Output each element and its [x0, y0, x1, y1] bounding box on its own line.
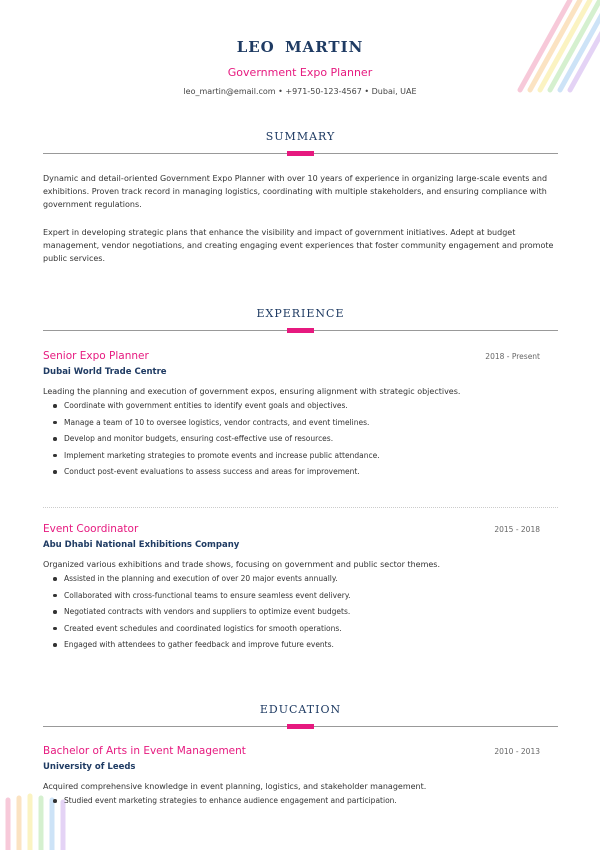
entry-title: Senior Expo Planner	[43, 350, 149, 362]
list-item: Collaborated with cross-functional teams to ensure seamless event delivery.	[43, 590, 540, 607]
entry-description: Acquired comprehensive knowledge in event planning, logistics, and stakeholder management.	[43, 782, 427, 791]
experience-entry	[43, 350, 540, 483]
contact-info: leo_martin@email.com • +971-50-123-4567 • Dubai, UAE	[183, 87, 417, 96]
list-item: Studied event marketing strategies to enhance audience engagement and participation.	[43, 795, 540, 812]
bullet-icon	[53, 404, 57, 408]
bullet-icon	[53, 799, 57, 803]
section-divider	[43, 726, 558, 727]
education-entry	[43, 745, 540, 812]
entry-separator	[43, 507, 558, 508]
education-heading: EDUCATION	[259, 703, 342, 716]
experience-heading: EXPERIENCE	[256, 307, 345, 320]
list-item: Coordinate with government entities to identify event goals and objectives.	[43, 400, 540, 417]
bullet-icon	[53, 627, 57, 631]
bullet-icon	[53, 437, 57, 441]
resume-header	[0, 38, 600, 96]
entry-description: Leading the planning and execution of government expos, ensuring alignment with strategic objectives.	[43, 387, 461, 396]
bullet-icon	[53, 577, 57, 581]
list-item: Manage a team of 10 to oversee logistics, vendor contracts, and event timelines.	[43, 417, 540, 434]
divider-accent	[287, 724, 314, 729]
summary-heading: SUMMARY	[265, 130, 336, 143]
entry-dates: 2018 - Present	[485, 352, 540, 361]
bullet-icon	[53, 610, 57, 614]
summary-paragraph-2: Expert in developing strategic plans that enhance the visibility and impact of government initiatives. Adept at budget management, vendor negotiations, and creating engaging event experiences that foster community engagement and promote public services.	[43, 228, 554, 263]
entry-title: Event Coordinator	[43, 523, 139, 535]
list-item: Conduct post-event evaluations to assess success and areas for improvement.	[43, 466, 540, 483]
experience-entry	[43, 523, 540, 656]
bullet-icon	[53, 421, 57, 425]
list-item: Created event schedules and coordinated logistics for smooth operations.	[43, 623, 540, 640]
list-item: Engaged with attendees to gather feedback and improve future events.	[43, 639, 540, 656]
bullet-icon	[53, 594, 57, 598]
divider-accent	[287, 328, 314, 333]
entry-bullet-list	[43, 573, 540, 656]
entry-bullet-list	[43, 795, 540, 812]
experience-section-header	[43, 307, 558, 331]
education-section-header	[43, 703, 558, 727]
entry-organization: University of Leeds	[43, 762, 136, 772]
list-item: Implement marketing strategies to promote events and increase public attendance.	[43, 450, 540, 467]
entry-organization: Dubai World Trade Centre	[43, 367, 167, 377]
candidate-title: Government Expo Planner	[227, 66, 373, 79]
list-item: Develop and monitor budgets, ensuring cost-effective use of resources.	[43, 433, 540, 450]
list-item: Assisted in the planning and execution of over 20 major events annually.	[43, 573, 540, 590]
section-divider	[43, 330, 558, 331]
section-divider	[43, 153, 558, 154]
entry-description: Organized various exhibitions and trade shows, focusing on government and public sector themes.	[43, 560, 441, 569]
summary-paragraph-1: Dynamic and detail-oriented Government Expo Planner with over 10 years of experience in organizing large-scale events and exhibitions. Proven track record in managing logistics, coordinating with multiple stakeholders, and ensuring compliance with government regulations.	[43, 174, 548, 209]
divider-accent	[287, 151, 314, 156]
bullet-icon	[53, 470, 57, 474]
bullet-icon	[53, 454, 57, 458]
summary-section-header	[43, 130, 558, 154]
entry-title: Bachelor of Arts in Event Management	[43, 745, 246, 757]
list-item: Negotiated contracts with vendors and suppliers to optimize event budgets.	[43, 606, 540, 623]
bullet-icon	[53, 643, 57, 647]
entry-bullet-list	[43, 400, 540, 483]
entry-dates: 2010 - 2013	[494, 747, 540, 756]
entry-organization: Abu Dhabi National Exhibitions Company	[43, 540, 240, 550]
candidate-name: LEO MARTIN	[236, 38, 364, 56]
entry-dates: 2015 - 2018	[494, 525, 540, 534]
